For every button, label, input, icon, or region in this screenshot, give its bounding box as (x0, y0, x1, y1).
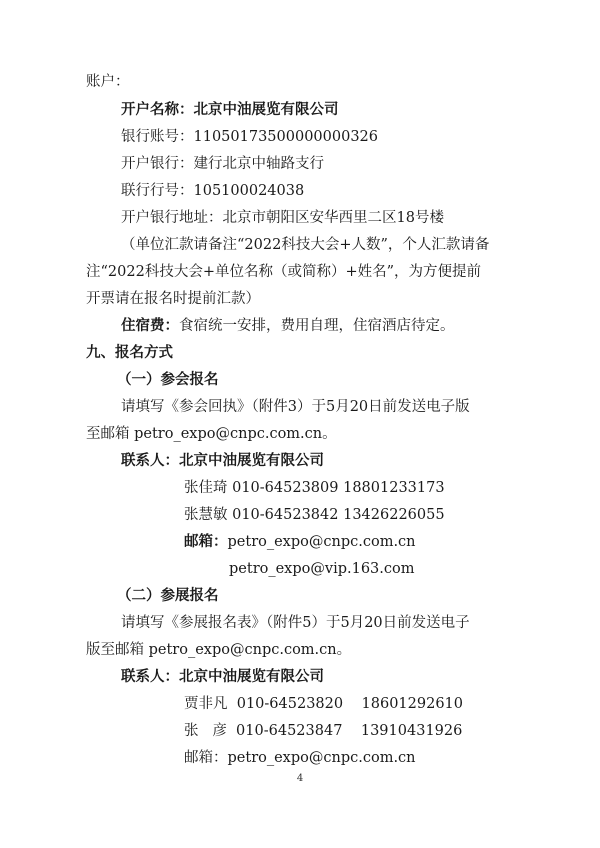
meeting-contact-person-2: 张慧敏 010-64523842 13426226055 (184, 507, 445, 523)
exhibit-contact-person-1: 贾非凡 010-64523820 18601292610 (184, 696, 464, 712)
meeting-contact-line (121, 451, 324, 471)
meeting-contact-org: 北京中油展览有限公司 (179, 452, 324, 469)
account-number: 银行账号：11050173500000000326 (121, 129, 379, 145)
remit-note-line-2: 注“2022科技大会+单位名称（或简称）+姓名”，为方便提前 (86, 264, 482, 280)
account-name-value: 北京中油展览有限公司 (193, 101, 339, 118)
lodging-label: 住宿费： (121, 317, 179, 334)
meeting-email-1: petro_expo@cnpc.com.cn (227, 534, 416, 550)
exhibit-instruction-2: 版至邮箱 petro_expo@cnpc.com.cn。 (86, 642, 352, 658)
meeting-contact-person-1: 张佳琦 010-64523809 18801233173 (184, 480, 445, 496)
meeting-instruction-2: 至邮箱 petro_expo@cnpc.com.cn。 (86, 426, 337, 442)
account-address: 开户银行地址：北京市朝阳区安华西里二区18号楼 (121, 210, 444, 226)
lodging-line (121, 316, 455, 336)
meeting-email-line (184, 532, 416, 552)
remit-note-line-3: 开票请在报名时提前汇款） (86, 291, 260, 307)
section-9-heading: 九、报名方式 (86, 344, 173, 361)
meeting-contact-label: 联系人： (121, 452, 179, 469)
meeting-instruction-1: 请填写《参会回执》（附件3）于5月20日前发送电子版 (121, 399, 470, 415)
meeting-email-label: 邮箱： (184, 533, 228, 550)
account-name-label: 开户名称： (121, 101, 194, 118)
account-code: 联行行号：105100024038 (121, 183, 305, 199)
exhibit-contact-person-2: 张 彦 010-64523847 13910431926 (184, 723, 463, 739)
exhibit-contact-org: 北京中油展览有限公司 (179, 668, 324, 685)
exhibit-instruction-1: 请填写《参展报名表》（附件5）于5月20日前发送电子 (121, 615, 470, 631)
remit-note-line-1: （单位汇款请备注“2022科技大会+人数”，个人汇款请备 (121, 237, 490, 253)
exhibit-contact-line (121, 667, 324, 687)
exhibit-heading: （二）参展报名 (117, 587, 219, 604)
lodging-text: 食宿统一安排，费用自理，住宿酒店待定。 (179, 318, 455, 334)
account-intro: 账户： (86, 74, 130, 90)
meeting-heading: （一）参会报名 (117, 371, 219, 388)
exhibit-contact-label: 联系人： (121, 668, 179, 685)
account-bank: 开户银行：建行北京中轴路支行 (121, 156, 324, 172)
meeting-email-2: petro_expo@vip.163.com (229, 561, 415, 577)
page-number: 4 (296, 773, 304, 784)
exhibit-email: 邮箱：petro_expo@cnpc.com.cn (184, 750, 416, 766)
account-name-line (121, 100, 339, 120)
